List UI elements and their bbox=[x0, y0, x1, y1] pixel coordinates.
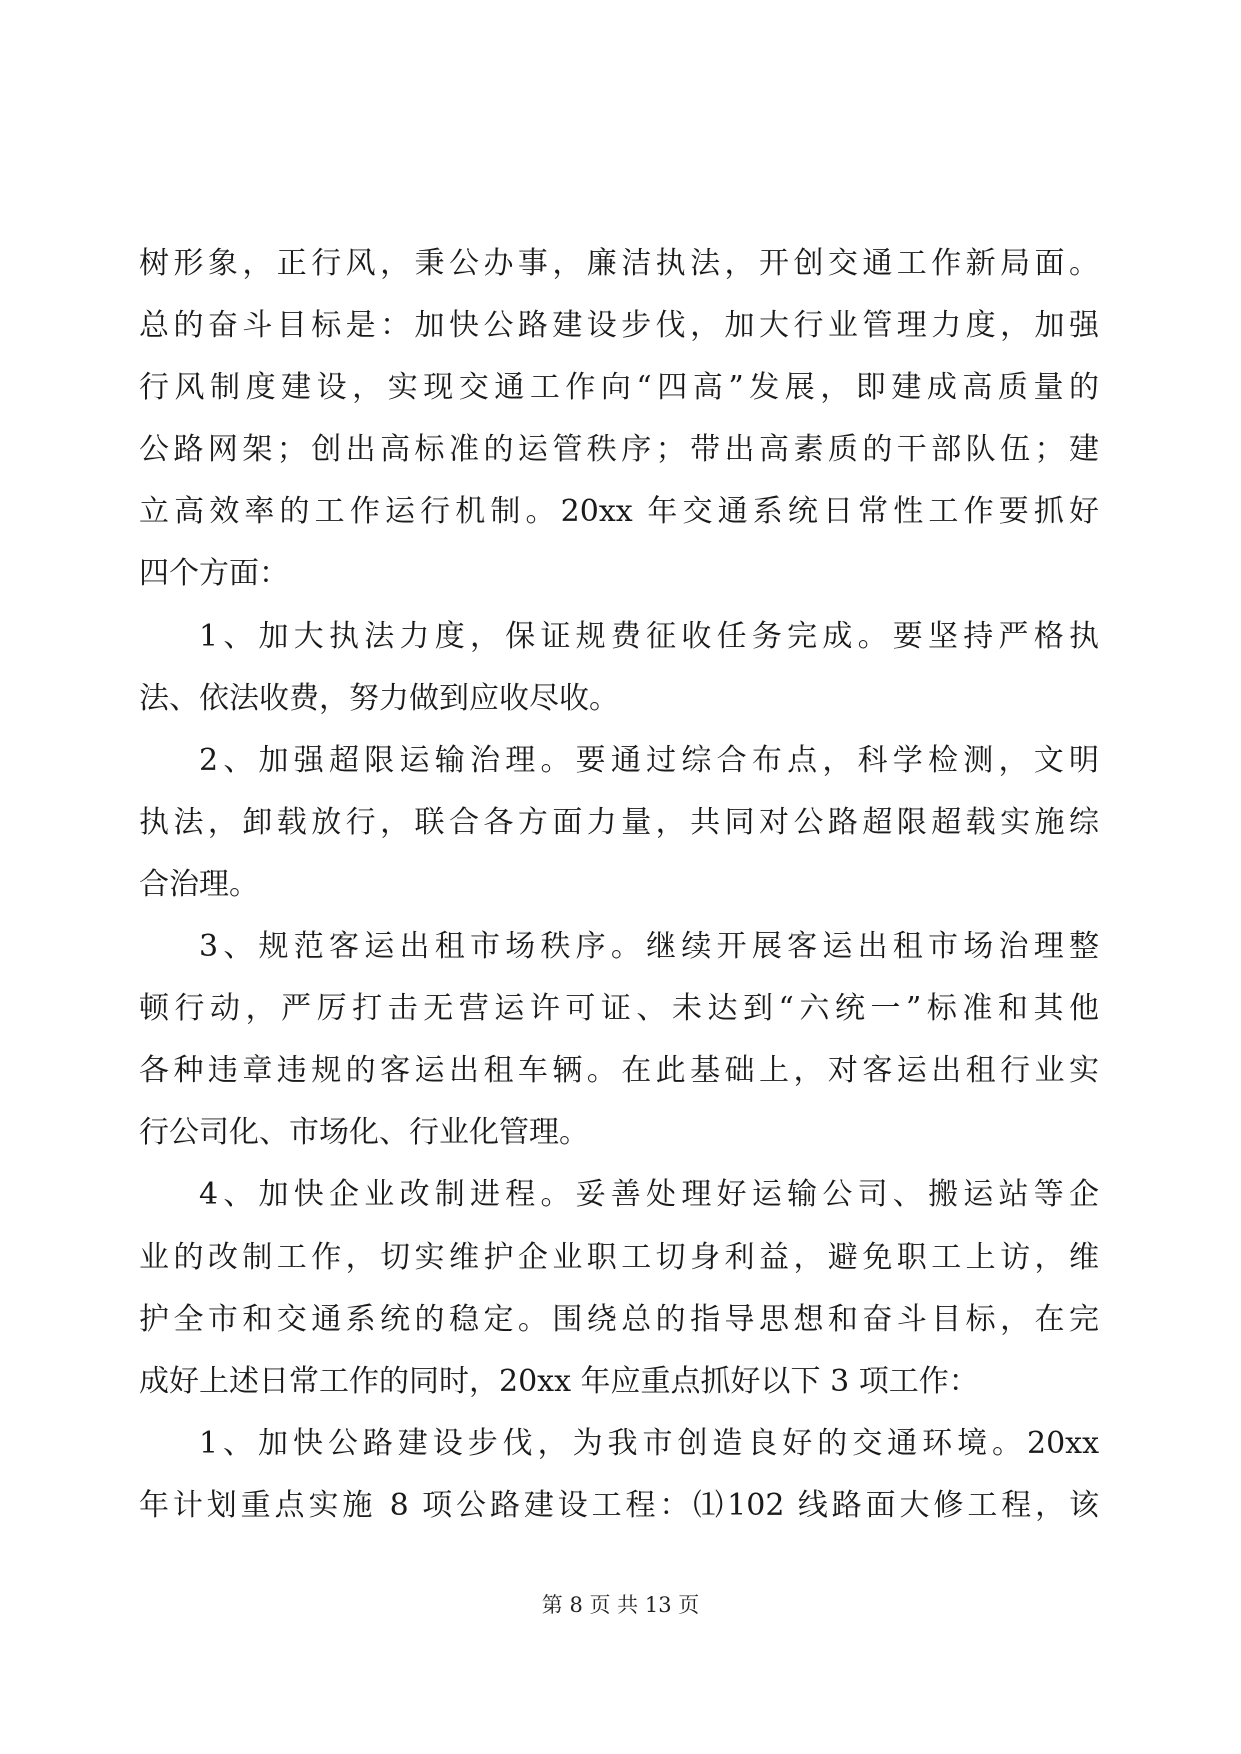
text-line: 树形象，正行风，秉公办事，廉洁执法，开创交通工作新局面。 bbox=[139, 246, 1099, 281]
text-line: 立高效率的工作运行机制。20xx 年交通系统日常性工作要抓好 bbox=[139, 494, 1099, 530]
text-line: 年计划重点实施 8 项公路建设工程：⑴102 线路面大修工程，该 bbox=[139, 1487, 1099, 1523]
text-line: 四个方面： bbox=[139, 556, 289, 592]
text-line: 2、加强超限运输治理。要通过综合布点，科学检测，文明 bbox=[199, 742, 1099, 778]
text-line: 执法，卸载放行，联合各方面力量，共同对公路超限超载实施综 bbox=[139, 804, 1099, 840]
text-line: 总的奋斗目标是：加快公路建设步伐，加大行业管理力度，加强 bbox=[139, 308, 1099, 344]
text-line: 业的改制工作，切实维护企业职工切身利益，避免职工上访，维 bbox=[139, 1239, 1099, 1275]
text-line: 护全市和交通系统的稳定。围绕总的指导思想和奋斗目标，在完 bbox=[139, 1301, 1099, 1337]
page-footer: 第 8 页 共 13 页 bbox=[541, 1593, 700, 1617]
text-line: 行风制度建设，实现交通工作向“四高”发展，即建成高质量的 bbox=[139, 370, 1099, 406]
text-line: 各种违章违规的客运出租车辆。在此基础上，对客运出租行业实 bbox=[139, 1053, 1099, 1089]
document-body bbox=[139, 233, 1099, 1537]
text-line: 4、加快企业改制进程。妥善处理好运输公司、搬运站等企 bbox=[199, 1177, 1099, 1213]
text-line: 3、规范客运出租市场秩序。继续开展客运出租市场治理整 bbox=[199, 929, 1099, 965]
text-line: 合治理。 bbox=[139, 866, 259, 902]
text-line: 顿行动，严厉打击无营运许可证、未达到“六统一”标准和其他 bbox=[139, 991, 1099, 1027]
text-line: 成好上述日常工作的同时，20xx 年应重点抓好以下 3 项工作： bbox=[139, 1363, 979, 1399]
text-line: 1、加快公路建设步伐，为我市创造良好的交通环境。20xx bbox=[199, 1425, 1099, 1461]
text-line: 法、依法收费，努力做到应收尽收。 bbox=[139, 680, 619, 716]
text-line: 1、加大执法力度，保证规费征收任务完成。要坚持严格执 bbox=[199, 618, 1099, 654]
text-line: 公路网架；创出高标准的运管秩序；带出高素质的干部队伍；建 bbox=[139, 432, 1099, 468]
text-line: 行公司化、市场化、行业化管理。 bbox=[139, 1115, 589, 1151]
